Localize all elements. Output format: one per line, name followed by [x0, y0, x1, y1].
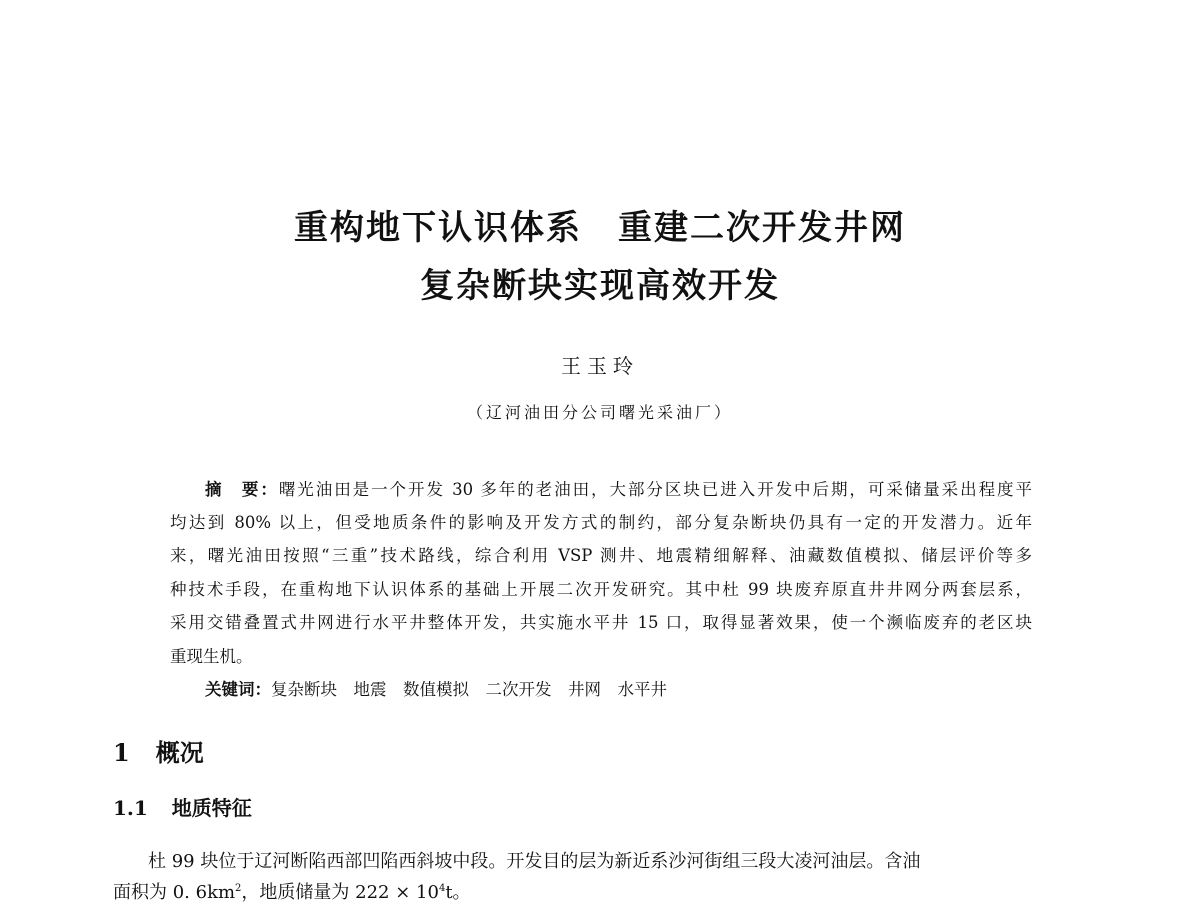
section-heading: 1 概况 — [113, 738, 204, 767]
abstract-label: 摘 要： — [205, 480, 279, 499]
keywords-label: 关键词： — [205, 680, 271, 699]
affiliation: （辽河油田分公司曙光采油厂） — [466, 403, 733, 422]
abstract-line: 摘 要：曙光油田是一个开发 30 多年的老油田，大部分区块已进入开发中后期，可采储量采出程度平 — [205, 480, 1032, 499]
abstract-line: 采用交错叠置式井网进行水平井整体开发，共实施水平井 15 口，取得显著效果，使一个濒临废弃的老区块 — [170, 613, 1032, 632]
keywords-text: 复杂断块 地震 数值模拟 二次开发 井网 水平井 — [271, 680, 667, 699]
subsection-heading: 1.1 地质特征 — [113, 796, 252, 820]
abstract-line: 重现生机。 — [170, 647, 253, 666]
author: 王玉玲 — [561, 354, 639, 378]
abstract-line: 来，曙光油田按照“三重”技术路线，综合利用 VSP 测井、地震精细解释、油藏数值模拟、储层评价等多 — [170, 546, 1032, 565]
keywords — [205, 676, 667, 700]
abstract-line: 均达到 80% 以上，但受地质条件的影响及开发方式的制约，部分复杂断块仍具有一定的开发潜力。近年 — [170, 513, 1032, 532]
body-text-line: 面积为 0. $6km^2$，地质储量为 $222 \times 10^4t$。 — [113, 882, 471, 903]
paper-title-line1: 重构地下认识体系 重建二次开发井网 — [294, 208, 906, 248]
paper-title-line2: 复杂断块实现高效开发 — [420, 266, 780, 306]
abstract-line: 种技术手段，在重构地下认识体系的基础上开展二次开发研究。其中杜 99 块废弃原直井井网分两套层系， — [170, 580, 1032, 599]
body-text-line: 杜 99 块位于辽河断陷西部凹陷西斜坡中段。开发目的层为新近系沙河街组三段大凌河油层。含油 — [148, 851, 921, 872]
